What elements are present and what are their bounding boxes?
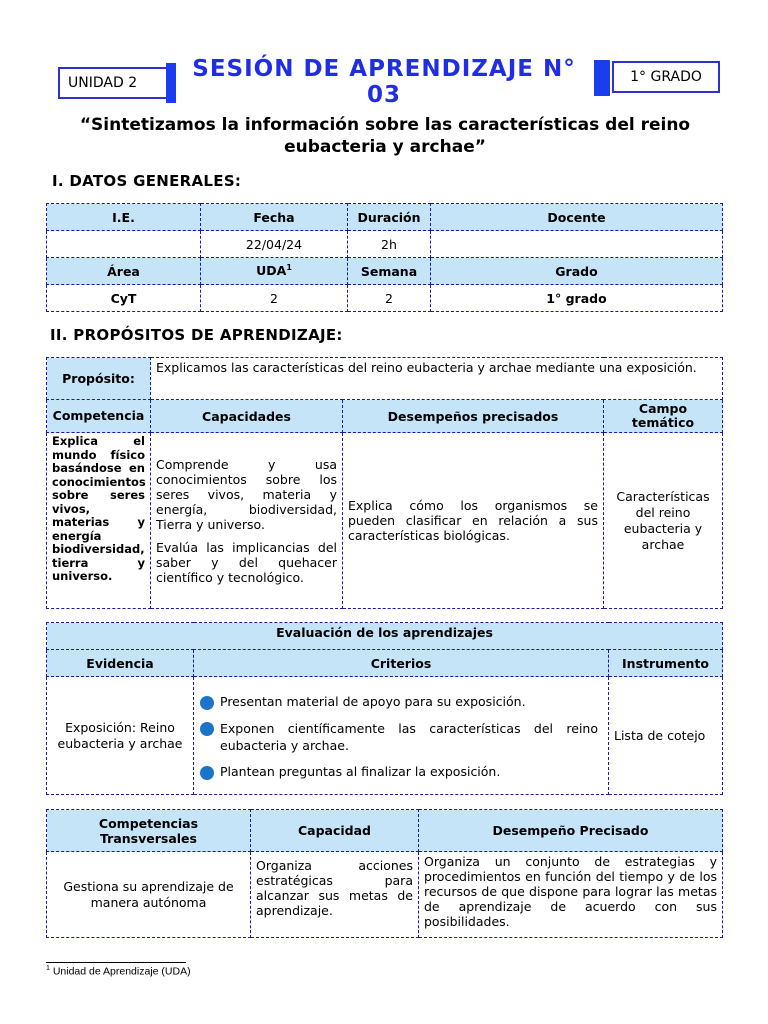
header-evidencia: Evidencia <box>47 650 194 677</box>
evaluation-title: Evaluación de los aprendizajes <box>47 623 723 650</box>
header-docente: Docente <box>431 204 723 231</box>
section-datos-heading: I. DATOS GENERALES: <box>52 172 242 190</box>
header-fecha: Fecha <box>201 204 348 231</box>
transversal-competencia: Gestiona su aprendizaje de manera autónoma <box>47 852 251 938</box>
criterio-item: Exponen científicamente las características del reino eubacteria y archae. <box>200 720 598 754</box>
evidencia-text: Exposición: Reino eubacteria y archae <box>47 677 194 795</box>
header-uda: UDA$^1$ <box>201 258 348 285</box>
competencia-text: Explica el mundo físico basándose en conocimientos sobre seres vivos, materias y energía biodiversidad, tierra y universo. <box>47 433 151 609</box>
header-capacidades: Capacidades <box>151 400 343 433</box>
capacidad-1: Comprende y usa conocimientos sobre los seres vivos, materia y energía, biodiversidad, Tierra y universo. <box>156 456 337 532</box>
cell-duracion: 2h <box>348 231 431 258</box>
header-capacidad: Capacidad <box>251 810 419 852</box>
footnote-divider <box>46 962 186 963</box>
header-desempeno-precisado: Desempeño Precisado <box>419 810 723 852</box>
header-duracion: Duración <box>348 204 431 231</box>
header-grado: Grado <box>431 258 723 285</box>
instrumento-text: Lista de cotejo <box>609 677 723 795</box>
evaluation-table <box>46 622 723 795</box>
header-semana: Semana <box>348 258 431 285</box>
bullet-icon <box>200 766 214 780</box>
cell-grado: 1° grado <box>431 285 723 312</box>
general-data-table <box>46 203 723 312</box>
cell-semana: 2 <box>348 285 431 312</box>
cell-ie <box>47 231 201 258</box>
cell-fecha: 22/04/24 <box>201 231 348 258</box>
header-competencia: Competencia <box>47 400 151 433</box>
transversal-desempeno: Organiza un conjunto de estrategias y procedimientos en función del tiempo y de los recursos de que dispone para lograr las metas de aprendizaje de acuerdo con sus posibilidades. <box>419 852 723 938</box>
section-propositos-heading: II. PROPÓSITOS DE APRENDIZAJE: <box>50 326 343 344</box>
desempeno-text: Explica cómo los organismos se pueden clasificar en relación a sus características biológicas. <box>343 433 604 609</box>
header-desempenos: Desempeños precisados <box>343 400 604 433</box>
cell-area: CyT <box>47 285 201 312</box>
bullet-icon <box>200 696 214 710</box>
capacidad-2: Evalúa las implicancias del saber y del quehacer científico y tecnológico. <box>156 539 337 585</box>
criterio-item: Plantean preguntas al finalizar la exposición. <box>200 764 598 780</box>
proposito-text: Explicamos las características del reino eubacteria y archae mediante una exposición. <box>151 358 723 400</box>
transversal-capacidad: Organiza acciones estratégicas para alcanzar sus metas de aprendizaje. <box>251 852 419 938</box>
cell-docente <box>431 231 723 258</box>
footnote: $^1$ Unidad de Aprendizaje (UDA) <box>46 965 191 978</box>
session-subtitle: “Sintetizamos la información sobre las características del reino eubacteria y archae” <box>79 115 691 157</box>
header-instrumento: Instrumento <box>609 650 723 677</box>
header-campo: Campo temático <box>604 400 723 433</box>
capacidades-cell <box>151 433 343 609</box>
header-criterios: Criterios <box>194 650 609 677</box>
header-area: Área <box>47 258 201 285</box>
proposito-label: Propósito: <box>47 358 151 400</box>
header-ie: I.E. <box>47 204 201 231</box>
bullet-icon <box>200 722 214 736</box>
unit-label: UNIDAD 2 <box>58 67 174 99</box>
campo-text: Características del reino eubacteria y archae <box>604 433 723 609</box>
header-competencias-transversales: Competencias Transversales <box>47 810 251 852</box>
session-title: SESIÓN DE APRENDIZAJE N° 03 <box>192 56 576 108</box>
grade-label: 1° GRADO <box>612 61 720 93</box>
criterios-cell <box>194 677 609 795</box>
cell-uda: 2 <box>201 285 348 312</box>
criterio-item: Presentan material de apoyo para su exposición. <box>200 694 598 710</box>
purposes-table <box>46 357 723 609</box>
transversal-table <box>46 809 723 938</box>
